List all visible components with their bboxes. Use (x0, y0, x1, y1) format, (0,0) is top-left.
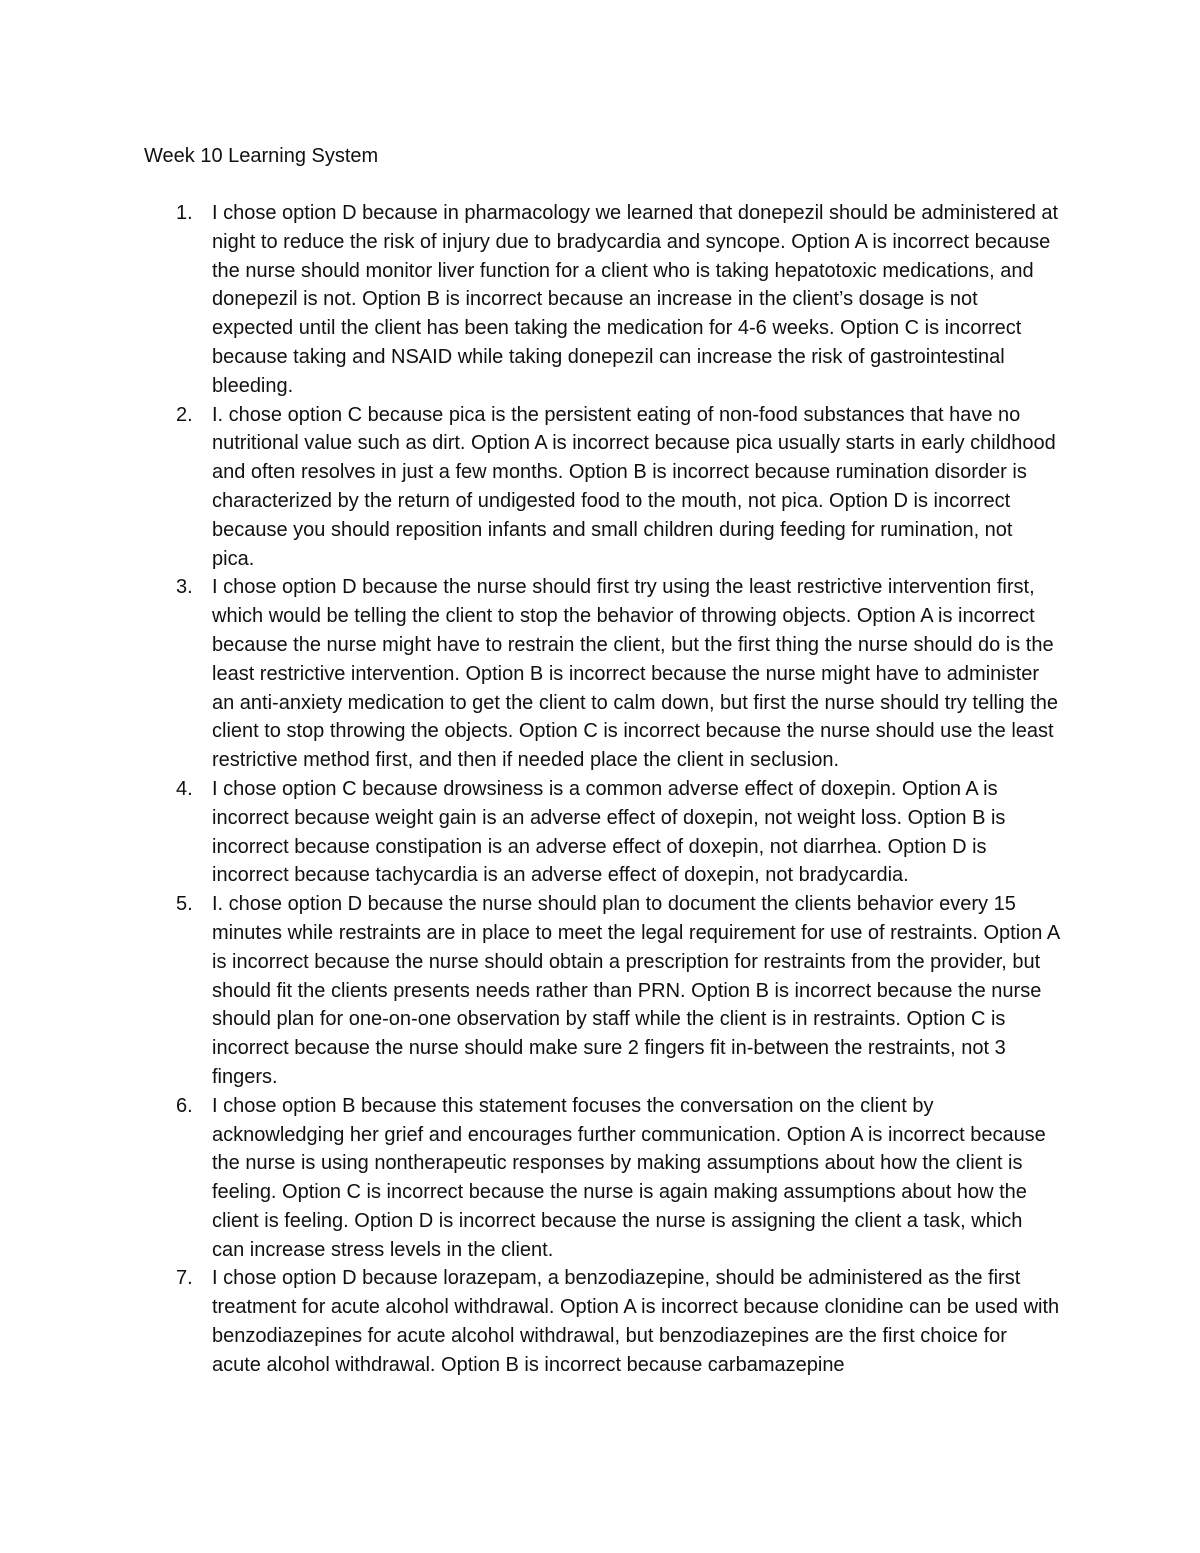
item-number: 4. (176, 777, 193, 800)
list-item-5 (0, 890, 1200, 1092)
list-item-7 (0, 1264, 1200, 1379)
answer-list (0, 199, 1200, 1380)
item-text: I chose option D because in pharmacology we learned that donepezil should be administered at night to reduce the risk of injury due to bradycardia and syncope. Option A is incorrect because the nurse should monitor liver function for a client who is taking hepatotoxic medications, and donepezil is not. Option B is incorrect because an increase in the client’s dosage is not expected until the client has been taking the medication for 4-6 weeks. Option C is incorrect because taking and NSAID while taking donepezil can increase the risk of gastrointestinal bleeding. (212, 202, 1059, 397)
item-text: I chose option D because lorazepam, a benzodiazepine, should be administered as the first treatment for acute alcohol withdrawal. Option A is incorrect because clonidine can be used with benzodiazepines for acute alcohol withdrawal, but benzodiazepines are the first choice for acute alcohol withdrawal. Option B is incorrect because carbamazepine (212, 1267, 1060, 1376)
item-text: I. chose option C because pica is the persistent eating of non-food substances that have no nutritional value such as dirt. Option A is incorrect because pica usually starts in early childhood and often resolves in just a few months. Option B is incorrect because rumination disorder is characterized by the return of undigested food to the mouth, not pica. Option D is incorrect because you should reposition infants and small children during feeding for rumination, not pica. (212, 403, 1056, 570)
item-text: I chose option D because the nurse should first try using the least restrictive intervention first, which would be telling the client to stop the behavior of throwing objects. Option A is incorrect because the nurse might have to restrain the client, but the first thing the nurse should do is the least restrictive intervention. Option B is incorrect because the nurse might have to administer an anti-anxiety medication to get the client to calm down, but first the nurse should try telling the client to stop throwing the objects. Option C is incorrect because the nurse should use the least restrictive method first, and then if needed place the client in seclusion. (212, 576, 1059, 772)
list-item-3 (0, 573, 1200, 775)
item-text: I. chose option D because the nurse should plan to document the clients behavior every 15 minutes while restraints are in place to meet the legal requirement for use of restraints. Option A is incorrect because the nurse should obtain a prescription for restraints from the provider, but should fit the clients presents needs rather than PRN. Option B is incorrect because the nurse should plan for one-on-one observation by staff while the client is in restraints. Option C is incorrect because the nurse should make sure 2 fingers fit in-between the restraints, not 3 fingers. (212, 893, 1060, 1088)
item-text: I chose option C because drowsiness is a common adverse effect of doxepin. Option A is incorrect because weight gain is an adverse effect of doxepin, not weight loss. Option B is incorrect because constipation is an adverse effect of doxepin, not diarrhea. Option D is incorrect because tachycardia is an adverse effect of doxepin, not bradycardia. (212, 777, 1006, 887)
list-item-1 (0, 199, 1200, 401)
list-item-4 (0, 775, 1200, 890)
document-title: Week 10 Learning System (144, 145, 379, 167)
item-number: 7. (176, 1267, 193, 1290)
list-item-2 (0, 401, 1200, 574)
list-item-6 (0, 1092, 1200, 1265)
item-number: 6. (176, 1094, 193, 1117)
item-number: 3. (176, 576, 193, 599)
item-number: 1. (176, 202, 193, 224)
item-text: I chose option B because this statement focuses the conversation on the client by acknowledging her grief and encourages further communication. Option A is incorrect because the nurse is using nontherapeutic responses by making assumptions about how the client is feeling. Option C is incorrect because the nurse is again making assumptions about how the client is feeling. Option D is incorrect because the nurse is assigning the client a task, which can increase stress levels in the client. (212, 1094, 1046, 1261)
item-number: 2. (176, 403, 193, 426)
item-number: 5. (176, 893, 193, 916)
